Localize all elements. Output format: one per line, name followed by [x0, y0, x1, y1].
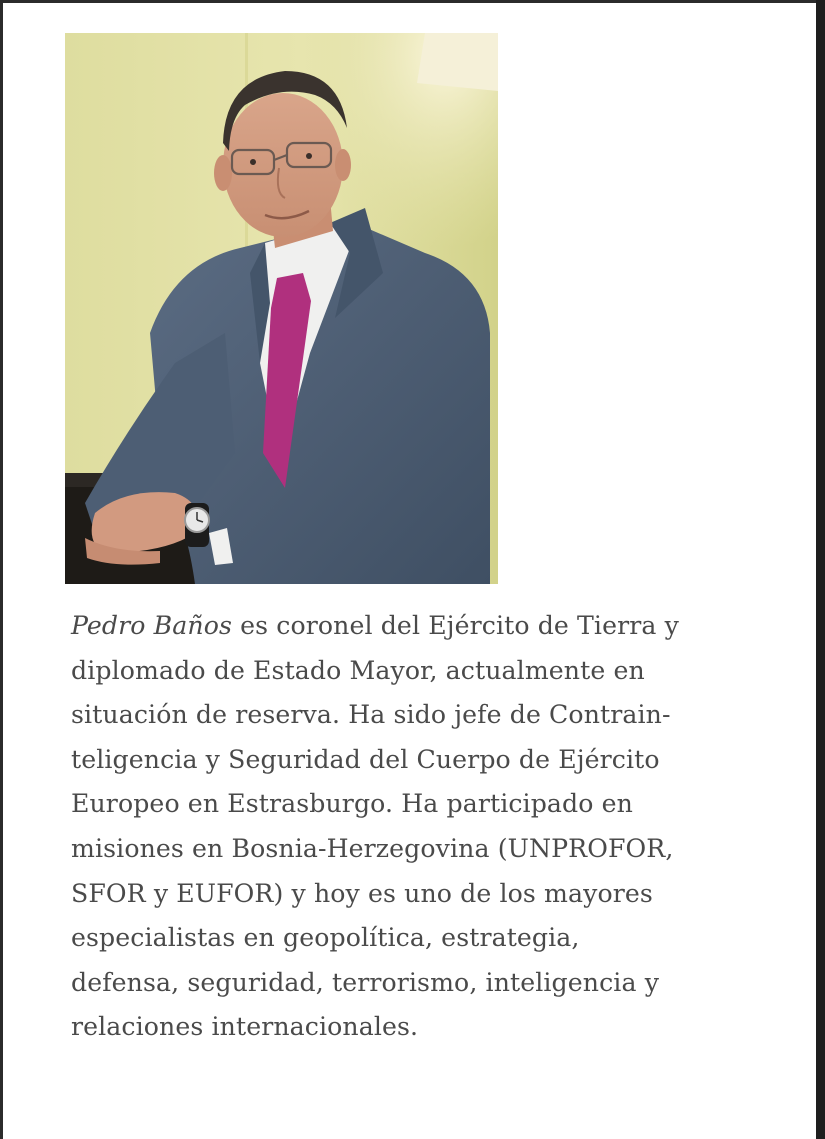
bio-line-9: defensa, seguridad, terrorismo, inteligencia y	[71, 967, 660, 997]
bio-line-2: diplomado de Estado Mayor, actualmente en	[71, 655, 645, 685]
head	[223, 93, 343, 237]
bio-line-8: especialistas en geopolítica, estrategia,	[71, 923, 580, 953]
bio-line-3: situación de reserva. Ha sido jefe de Contrain-	[71, 700, 671, 730]
bio-line-7: SFOR y EUFOR) y hoy es uno de los mayores	[71, 878, 653, 908]
document-page	[3, 3, 816, 1139]
bio-line-5: Europeo en Estrasburgo. Ha participado en	[71, 789, 633, 819]
author-biography	[71, 604, 771, 1050]
bio-line-6: misiones en Bosnia-Herzegovina (UNPROFOR,	[71, 833, 674, 863]
bio-line-1: Pedro Baños es coronel del Ejército de Tierra y	[71, 611, 679, 640]
lamp-shade	[417, 33, 498, 91]
page-edge	[816, 0, 825, 1139]
bio-line-10: relaciones internacionales.	[71, 1012, 419, 1042]
author-portrait	[65, 33, 498, 584]
author-name: Pedro Baños	[71, 611, 232, 640]
wristwatch	[185, 503, 209, 547]
portrait-illustration	[65, 33, 498, 584]
bio-line-4: teligencia y Seguridad del Cuerpo de Ejército	[71, 744, 660, 774]
